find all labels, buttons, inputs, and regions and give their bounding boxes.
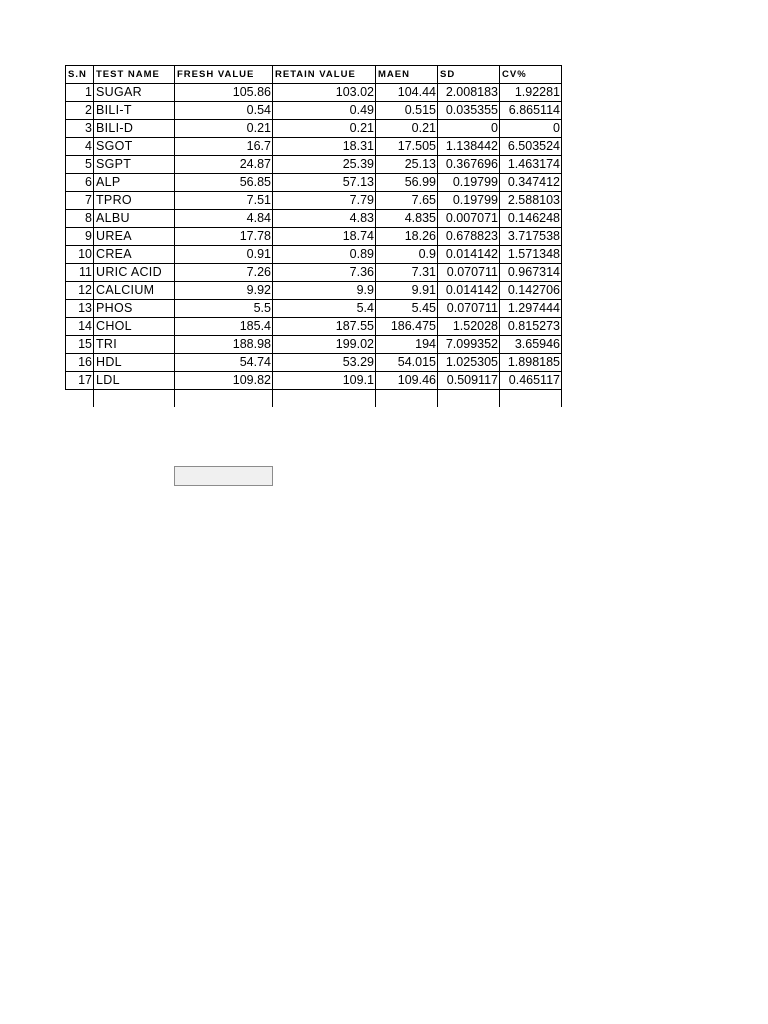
cell-fresh-value[interactable]: 5.5 [175,300,273,318]
header-row [66,66,562,84]
cell-test-name[interactable]: BILI-T [94,102,175,120]
cell-mean[interactable]: 25.13 [376,156,438,174]
table-row [66,246,562,264]
cell-sn[interactable]: 13 [66,300,94,318]
cell-sn[interactable]: 9 [66,228,94,246]
cell-test-name[interactable]: ALBU [94,210,175,228]
table-row [66,264,562,282]
cell-test-name[interactable]: SGPT [94,156,175,174]
cell-test-name[interactable]: ALP [94,174,175,192]
cell-test-name[interactable]: PHOS [94,300,175,318]
cell-retain-value[interactable]: 7.79 [273,192,376,210]
cell-mean[interactable]: 17.505 [376,138,438,156]
cell-sn[interactable]: 4 [66,138,94,156]
cell-sn[interactable]: 3 [66,120,94,138]
cell-sn[interactable]: 5 [66,156,94,174]
cell-sd[interactable]: 0.035355 [438,102,500,120]
cell-sd[interactable]: 0.014142 [438,282,500,300]
cell-cv[interactable]: 1.463174 [500,156,562,174]
table-body [66,84,562,408]
cell-retain-value[interactable]: 0.21 [273,120,376,138]
cell-cv[interactable]: 0.465117 [500,372,562,390]
table-row [66,138,562,156]
table-row [66,192,562,210]
cell-sn[interactable]: 10 [66,246,94,264]
cell-sn[interactable]: 16 [66,354,94,372]
cell-cv[interactable]: 6.865114 [500,102,562,120]
cell-cv[interactable]: 0.146248 [500,210,562,228]
cell-sd[interactable]: 1.52028 [438,318,500,336]
cell-sd[interactable]: 0.014142 [438,246,500,264]
cell-fresh-value[interactable]: 24.87 [175,156,273,174]
cell-sd[interactable]: 7.099352 [438,336,500,354]
cell-mean[interactable]: 0.21 [376,120,438,138]
cell-mean[interactable]: 9.91 [376,282,438,300]
empty-cell[interactable] [175,390,273,408]
cell-cv[interactable]: 0.815273 [500,318,562,336]
empty-cell[interactable] [273,390,376,408]
empty-cell[interactable] [438,390,500,408]
cell-sn[interactable]: 2 [66,102,94,120]
cell-fresh-value[interactable]: 4.84 [175,210,273,228]
table-row [66,84,562,102]
table-row [66,300,562,318]
cell-sd[interactable]: 1.138442 [438,138,500,156]
cell-fresh-value[interactable]: 9.92 [175,282,273,300]
cell-retain-value[interactable]: 187.55 [273,318,376,336]
cell-cv[interactable]: 0.967314 [500,264,562,282]
cell-retain-value[interactable]: 0.89 [273,246,376,264]
cell-sd[interactable]: 1.025305 [438,354,500,372]
cell-test-name[interactable]: CHOL [94,318,175,336]
cell-mean[interactable]: 104.44 [376,84,438,102]
cell-sd[interactable]: 2.008183 [438,84,500,102]
cell-sd[interactable]: 0.509117 [438,372,500,390]
cell-cv[interactable]: 0.347412 [500,174,562,192]
cell-fresh-value[interactable]: 0.91 [175,246,273,264]
cell-retain-value[interactable]: 7.36 [273,264,376,282]
cell-test-name[interactable]: TPRO [94,192,175,210]
table-row [66,210,562,228]
table-row [66,120,562,138]
cell-retain-value[interactable]: 5.4 [273,300,376,318]
header-mean[interactable]: MAEN [376,66,438,84]
cell-sd[interactable]: 0.19799 [438,174,500,192]
table-row [66,372,562,390]
empty-cell[interactable] [376,390,438,408]
cell-mean[interactable]: 18.26 [376,228,438,246]
table-row [66,174,562,192]
cell-retain-value[interactable]: 57.13 [273,174,376,192]
empty-cell[interactable] [66,390,94,408]
cell-mean[interactable]: 186.475 [376,318,438,336]
cell-mean[interactable]: 54.015 [376,354,438,372]
cell-retain-value[interactable]: 109.1 [273,372,376,390]
cell-test-name[interactable]: LDL [94,372,175,390]
cell-mean[interactable]: 4.835 [376,210,438,228]
cell-cv[interactable]: 6.503524 [500,138,562,156]
selected-cell-box[interactable] [174,466,273,486]
cell-cv[interactable]: 2.588103 [500,192,562,210]
cell-retain-value[interactable]: 103.02 [273,84,376,102]
cell-test-name[interactable]: HDL [94,354,175,372]
cell-cv[interactable]: 3.65946 [500,336,562,354]
cell-fresh-value[interactable]: 105.86 [175,84,273,102]
cell-fresh-value[interactable]: 7.26 [175,264,273,282]
cell-cv[interactable]: 3.717538 [500,228,562,246]
cell-retain-value[interactable]: 25.39 [273,156,376,174]
cell-fresh-value[interactable]: 7.51 [175,192,273,210]
header-test-name[interactable]: TEST NAME [94,66,175,84]
cell-retain-value[interactable]: 0.49 [273,102,376,120]
cell-mean[interactable]: 0.9 [376,246,438,264]
cell-fresh-value[interactable]: 0.21 [175,120,273,138]
empty-cell[interactable] [500,390,562,408]
cell-test-name[interactable]: CALCIUM [94,282,175,300]
table-row [66,336,562,354]
table-row [66,102,562,120]
cell-cv[interactable]: 1.898185 [500,354,562,372]
table-row [66,156,562,174]
table-row [66,228,562,246]
cell-retain-value[interactable]: 4.83 [273,210,376,228]
cell-test-name[interactable]: TRI [94,336,175,354]
cell-sn[interactable]: 17 [66,372,94,390]
cell-fresh-value[interactable]: 109.82 [175,372,273,390]
cell-test-name[interactable]: SUGAR [94,84,175,102]
cell-sd[interactable]: 0.070711 [438,264,500,282]
cell-fresh-value[interactable]: 185.4 [175,318,273,336]
cell-retain-value[interactable]: 18.74 [273,228,376,246]
cell-fresh-value[interactable]: 188.98 [175,336,273,354]
cell-mean[interactable]: 56.99 [376,174,438,192]
cell-cv[interactable]: 1.571348 [500,246,562,264]
cell-mean[interactable]: 0.515 [376,102,438,120]
header-fresh-value[interactable]: FRESH VALUE [175,66,273,84]
table-row [66,354,562,372]
cell-fresh-value[interactable]: 16.7 [175,138,273,156]
cell-mean[interactable]: 109.46 [376,372,438,390]
cell-sn[interactable]: 7 [66,192,94,210]
cell-sd[interactable]: 0.19799 [438,192,500,210]
cell-sd[interactable]: 0.678823 [438,228,500,246]
cell-cv[interactable]: 0 [500,120,562,138]
cell-sn[interactable]: 15 [66,336,94,354]
header-cv[interactable]: CV% [500,66,562,84]
cell-sn[interactable]: 14 [66,318,94,336]
cell-sd[interactable]: 0.367696 [438,156,500,174]
cell-fresh-value[interactable]: 56.85 [175,174,273,192]
cell-sn[interactable]: 8 [66,210,94,228]
cell-mean[interactable]: 194 [376,336,438,354]
cell-sn[interactable]: 11 [66,264,94,282]
cell-fresh-value[interactable]: 54.74 [175,354,273,372]
cell-fresh-value[interactable]: 0.54 [175,102,273,120]
table-row [66,282,562,300]
empty-cell[interactable] [94,390,175,408]
cell-sd[interactable]: 0.070711 [438,300,500,318]
cell-cv[interactable]: 0.142706 [500,282,562,300]
cell-retain-value[interactable]: 199.02 [273,336,376,354]
cell-retain-value[interactable]: 53.29 [273,354,376,372]
header-sd[interactable]: SD [438,66,500,84]
cell-test-name[interactable]: CREA [94,246,175,264]
cell-test-name[interactable]: URIC ACID [94,264,175,282]
cell-sn[interactable]: 6 [66,174,94,192]
cell-sd[interactable]: 0 [438,120,500,138]
cell-fresh-value[interactable]: 17.78 [175,228,273,246]
cell-mean[interactable]: 7.65 [376,192,438,210]
cell-cv[interactable]: 1.297444 [500,300,562,318]
cell-test-name[interactable]: SGOT [94,138,175,156]
cell-cv[interactable]: 1.92281 [500,84,562,102]
empty-row [66,390,562,408]
cell-test-name[interactable]: BILI-D [94,120,175,138]
header-retain-value[interactable]: RETAIN VALUE [273,66,376,84]
cell-retain-value[interactable]: 18.31 [273,138,376,156]
cell-test-name[interactable]: UREA [94,228,175,246]
cell-sn[interactable]: 12 [66,282,94,300]
cell-sd[interactable]: 0.007071 [438,210,500,228]
table-row [66,318,562,336]
cell-sn[interactable]: 1 [66,84,94,102]
cell-retain-value[interactable]: 9.9 [273,282,376,300]
cell-mean[interactable]: 7.31 [376,264,438,282]
qc-results-table [65,65,562,407]
cell-mean[interactable]: 5.45 [376,300,438,318]
header-sn[interactable]: S.N [66,66,94,84]
